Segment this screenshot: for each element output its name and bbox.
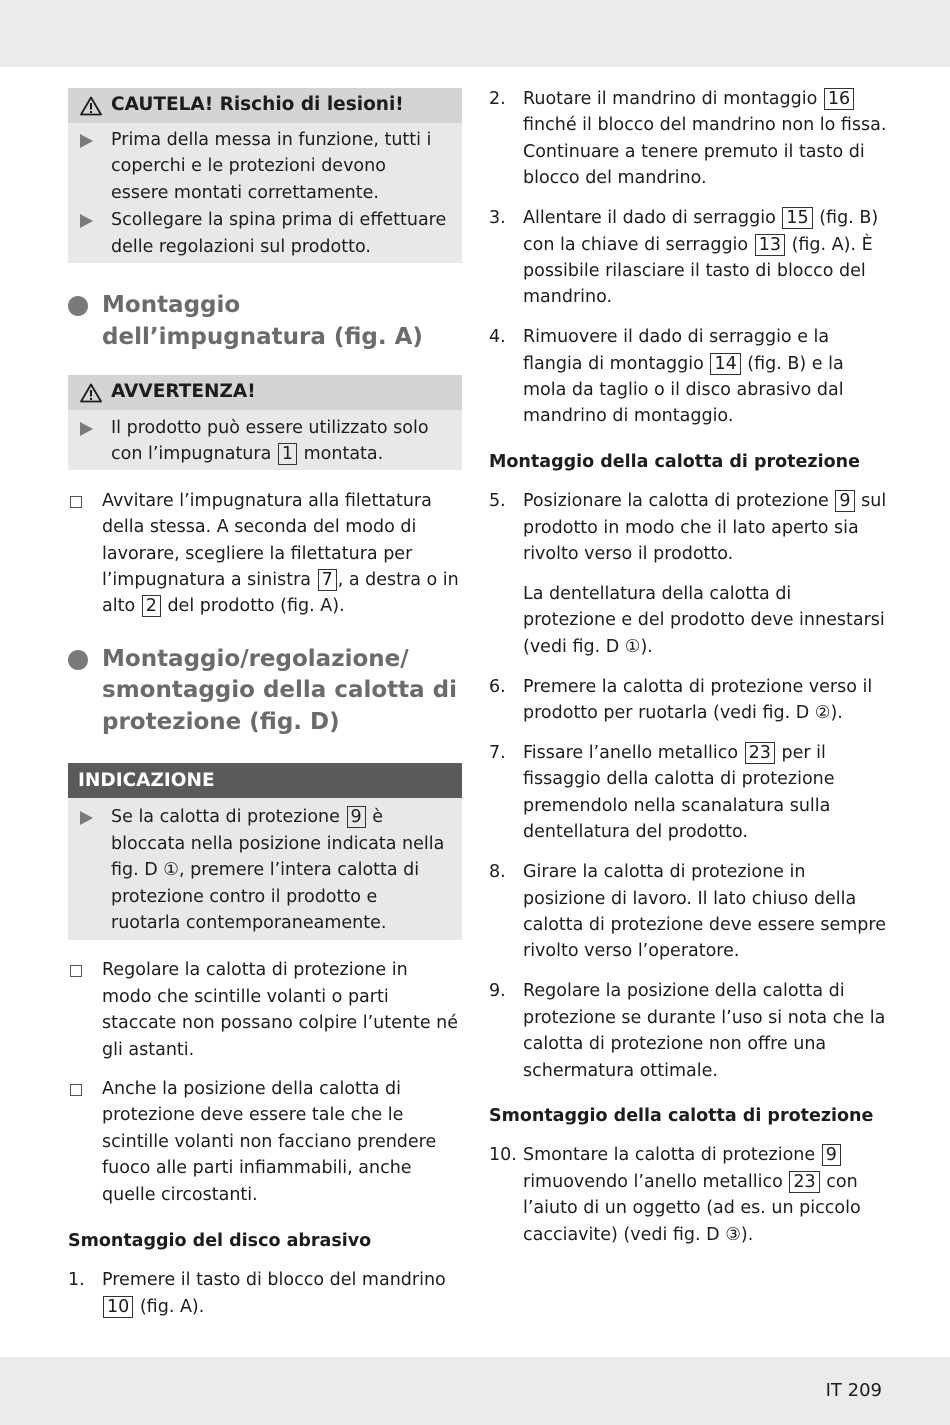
part-reference: 23	[745, 742, 775, 764]
step-item: 3. Allentare il dado di serraggio 15 (fig. B) con la chiave di serraggio 13 (fig. A). È possibile rilasciare il tasto di blocco del mandrino.	[489, 208, 879, 308]
subheading: Montaggio della calotta di protezione	[489, 451, 860, 472]
step-item: 7. Fissare l’anello metallico 23 per il fissaggio della calotta di protezione premendolo nella scanalatura sulla dentellatura del prodotto.	[489, 743, 835, 843]
caution-item: Prima della messa in funzione, tutti i coperchi e le protezioni devono essere montati correttamente.	[78, 127, 448, 206]
warning-box	[68, 375, 462, 470]
step-item: 1. Premere il tasto di blocco del mandrino 10 (fig. A).	[68, 1270, 446, 1317]
caution-box	[68, 88, 462, 263]
arrow-bullet-icon	[78, 804, 94, 936]
warning-triangle-icon	[80, 96, 102, 116]
page-number: IT 209	[825, 1380, 882, 1401]
step-item: 6. Premere la calotta di protezione verso il prodotto per ruotarla (vedi fig. D ②).	[489, 676, 873, 724]
note-box	[68, 763, 462, 940]
page-header-band	[0, 0, 950, 67]
step-item: 9. Regolare la posizione della calotta di protezione se durante l’uso si nota che la calotta di protezione non offre una schermatura ottimale.	[489, 981, 886, 1081]
section-dot-icon	[68, 650, 88, 670]
step-item: 5. Posizionare la calotta di protezione 9 sul prodotto in modo che il lato aperto sia rivolto verso il prodotto.	[489, 491, 887, 565]
caution-item: Scollegare la spina prima di effettuare delle regolazioni sul prodotto.	[78, 207, 448, 260]
warning-item: Il prodotto può essere utilizzato solo con l’impugnatura 1 montata.	[78, 415, 448, 468]
part-reference: 14	[710, 353, 740, 375]
page-footer-band	[0, 1357, 950, 1425]
warning-header	[68, 375, 462, 410]
step-item: 4. Rimuovere il dado di serraggio e la flangia di montaggio 14 (fig. B) e la mola da taglio o il disco abrasivo dal mandrino di montaggio.	[489, 327, 844, 427]
section-dot-icon	[68, 296, 88, 316]
part-reference: 2	[142, 595, 161, 617]
check-item: Regolare la calotta di protezione in modo che scintille volanti o parti staccate non possano colpire l’utente né gli astanti.	[68, 957, 462, 1063]
subheading: Smontaggio del disco abrasivo	[68, 1231, 372, 1252]
section-title-handle: Montaggio dell’impugnatura (fig. A)	[68, 290, 462, 353]
right-column	[489, 86, 889, 1261]
caution-title: CAUTELA! Rischio di lesioni!	[111, 94, 404, 116]
part-reference: 9	[347, 806, 366, 828]
step-note: La dentellatura della calotta di protezione e del prodotto deve innestarsi (vedi fig. D ①).	[523, 584, 885, 657]
part-reference: 9	[822, 1144, 841, 1166]
arrow-bullet-icon	[78, 415, 94, 468]
part-reference: 15	[782, 207, 812, 229]
check-item: Anche la posizione della calotta di protezione deve essere tale che le scintille volanti non facciano prendere fuoco alle parti infiammabili, anche quelle circostanti.	[68, 1076, 462, 1208]
checkbox-bullet-icon	[70, 496, 82, 508]
checkbox-bullet-icon	[70, 1084, 82, 1096]
arrow-bullet-icon	[78, 207, 94, 260]
left-column	[68, 88, 462, 1334]
step-item: 8. Girare la calotta di protezione in posizione di lavoro. Il lato chiuso della calotta di protezione deve essere sempre rivolto verso l’operatore.	[489, 862, 886, 962]
section-title-guard: Montaggio/regolazione/ smontaggio della calotta di protezione (fig. D)	[68, 644, 462, 739]
part-reference: 16	[824, 88, 854, 110]
warning-title: AVVERTENZA!	[111, 381, 256, 403]
warning-triangle-icon	[80, 383, 102, 403]
caution-header	[68, 88, 462, 123]
step-item: 10. Smontare la calotta di protezione 9 rimuovendo l’anello metallico 23 con l’aiuto di un oggetto (ad es. un piccolo cacciavite) (vedi fig. D ③).	[489, 1145, 861, 1245]
part-reference: 7	[318, 569, 337, 591]
part-reference: 1	[278, 443, 297, 465]
part-reference: 9	[835, 490, 854, 512]
part-reference: 23	[789, 1171, 819, 1193]
check-item: Avvitare l’impugnatura alla filettatura della stessa. A seconda del modo di lavorare, scegliere la filettatura per l’impugnatura a sinistra 7 , a destra o in alto 2 del prodotto (fig. A).	[68, 488, 462, 620]
step-item: 2. Ruotare il mandrino di montaggio 16 finché il blocco del mandrino non lo fissa. Continuare a tenere premuto il tasto di blocco del mandrino.	[489, 89, 887, 189]
note-header: INDICAZIONE	[68, 763, 462, 798]
part-reference: 10	[103, 1296, 133, 1318]
arrow-bullet-icon	[78, 127, 94, 206]
note-item: Se la calotta di protezione 9 è bloccata nella posizione indicata nella fig. D ①, premere l’intera calotta di protezione contro il prodotto e ruotarla contemporaneamente.	[78, 804, 448, 936]
subheading: Smontaggio della calotta di protezione	[489, 1105, 874, 1126]
part-reference: 13	[755, 234, 785, 256]
checkbox-bullet-icon	[70, 965, 82, 977]
